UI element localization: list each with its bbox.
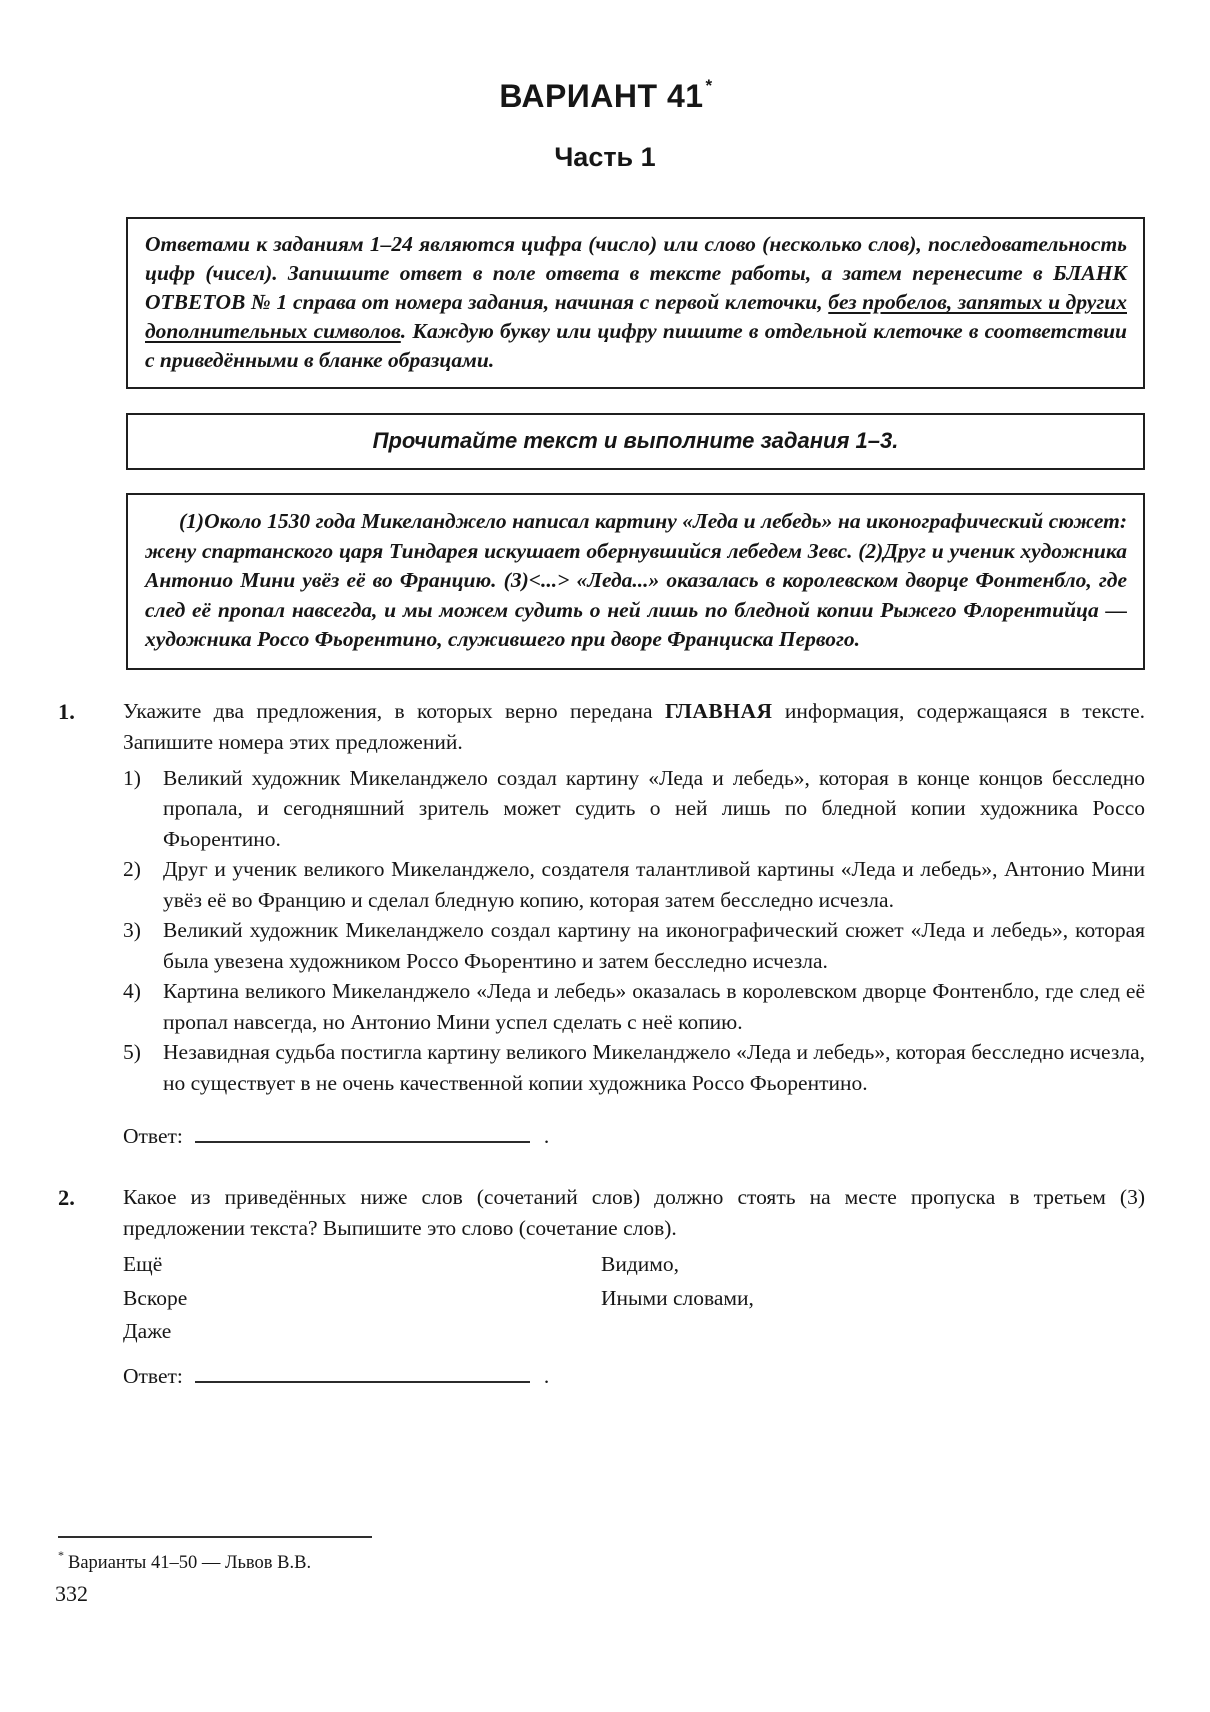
question-1-answer-row bbox=[123, 1121, 1145, 1152]
option-2-text: Друг и ученик великого Микеланджело, создателя талантливой картины «Леда и лебедь», Антонио Мини увёз её во Францию и сделал бледную копию, которая затем бесследно исчезла. bbox=[163, 857, 1145, 912]
option-2 bbox=[123, 854, 1145, 915]
instruction-box bbox=[126, 217, 1145, 389]
question-1-prompt bbox=[123, 696, 1145, 758]
footnote-text: Варианты 41–50 — Львов В.В. bbox=[68, 1553, 312, 1574]
option-1 bbox=[123, 763, 1145, 855]
word-option: Видимо, bbox=[601, 1252, 680, 1276]
task-banner-text: Прочитайте текст и выполните задания 1–3. bbox=[372, 428, 899, 453]
question-2-prompt: Какое из приведённых ниже слов (сочетаний слов) должно стоять на месте пропуска в третьем (3) предложении текста? Выпишите это слово (сочетание слов). bbox=[123, 1185, 1145, 1240]
word-option: Даже bbox=[123, 1319, 172, 1343]
question-2-answer-period: . bbox=[543, 1363, 550, 1388]
instruction-text-start: Ответами к заданиям 1–24 являются цифра (число) или слово (несколько слов), последовательность цифр (чисел). Запишите ответ в поле ответа в тексте работы, а затем перенесите в БЛАНК ОТВЕТОВ № 1 справа от номера задания, начиная с первой клеточки, bbox=[145, 232, 1127, 314]
question-1-answer-label: Ответ: bbox=[123, 1124, 183, 1148]
part-title: Часть 1 bbox=[554, 142, 656, 172]
footnote-marker: * bbox=[58, 1548, 64, 1562]
question-1-prompt-emphasis: ГЛАВНАЯ bbox=[664, 698, 773, 723]
word-option: Ещё bbox=[123, 1252, 163, 1276]
option-4-marker: 4) bbox=[123, 979, 141, 1003]
option-1-marker: 1) bbox=[123, 765, 141, 790]
instruction-text bbox=[145, 230, 1127, 375]
page-number: 332 bbox=[55, 1581, 88, 1606]
option-4-text: Картина великого Микеланджело «Леда и лебедь» оказалась в королевском дворце Фонтенбло, где след её пропал навсегда, но Антонио Мини успел сделать с неё копию. bbox=[163, 979, 1145, 1034]
question-2-word-options bbox=[123, 1248, 1145, 1349]
variant-title-asterisk: * bbox=[705, 76, 713, 96]
question-1-prompt-end: информация, содержащаяся в тексте. Запишите номера этих предложений. bbox=[123, 698, 1146, 754]
task-banner bbox=[126, 413, 1145, 470]
option-5-marker: 5) bbox=[123, 1040, 141, 1064]
word-option: Вскоре bbox=[123, 1285, 188, 1310]
option-3 bbox=[123, 915, 1145, 976]
option-5-text: Незавидная судьба постигла картину великого Микеланджело «Леда и лебедь», которая бесследно исчезла, но существует в не очень качественной копии художника Россо Фьорентино. bbox=[163, 1040, 1145, 1095]
question-1-number: 1. bbox=[58, 698, 75, 724]
word-option: Иными словами, bbox=[601, 1285, 754, 1310]
question-1-body bbox=[123, 696, 1145, 1153]
question-2-answer-label: Ответ: bbox=[123, 1363, 183, 1388]
word-options-left-column bbox=[123, 1248, 601, 1349]
option-3-text: Великий художник Микеланджело создал картину на иконографический сюжет «Леда и лебедь», которая была увезена художником Россо Фьорентино и затем бесследно исчезла. bbox=[163, 918, 1145, 973]
footnote bbox=[58, 1550, 311, 1574]
instruction-text-end: . Каждую букву или цифру пишите в отдельной клеточке в соответствии с приведёнными в бланке образцами. bbox=[145, 319, 1127, 372]
option-4 bbox=[123, 976, 1145, 1037]
variant-title-text: ВАРИАНТ 41 bbox=[499, 78, 704, 114]
option-2-marker: 2) bbox=[123, 857, 141, 881]
question-1 bbox=[58, 696, 1145, 1153]
question-2-answer-blank bbox=[195, 1378, 530, 1383]
option-1-text: Великий художник Микеланджело создал картину «Леда и лебедь», которая в конце концов бесследно пропала, и сегодняшний зритель может судить о ней лишь по бледной копии художника Россо Фьорентино. bbox=[163, 765, 1145, 851]
word-options-right-column bbox=[601, 1248, 1145, 1349]
question-2-answer-row bbox=[123, 1361, 1145, 1392]
question-1-options bbox=[123, 763, 1145, 1099]
question-1-answer-period: . bbox=[543, 1124, 550, 1148]
page-title bbox=[0, 0, 1210, 115]
question-2-body bbox=[123, 1182, 1145, 1392]
question-1-answer-blank bbox=[195, 1138, 530, 1143]
passage-box bbox=[126, 493, 1145, 670]
option-3-marker: 3) bbox=[123, 918, 141, 942]
instruction-text-underlined: без пробелов, запятых и других дополнительных символов bbox=[145, 290, 1127, 343]
option-5 bbox=[123, 1037, 1145, 1098]
question-2 bbox=[58, 1182, 1145, 1392]
passage-text: (1)Около 1530 года Микеланджело написал картину «Леда и лебедь» на иконографический сюжет: жену спартанского царя Тиндарея искушает обернувшийся лебедем Зевс. (2)Друг и ученик художника Антонио Мини увёз её во Францию. (3)<...> «Леда...» оказалась в королевском дворце Фонтенбло, где след её пропал навсегда, и мы можем судить о ней лишь по бледной копии Рыжего Флорентийца — художника Россо Фьорентино, служившего при дворе Франциска Первого. bbox=[145, 509, 1127, 651]
question-2-number: 2. bbox=[58, 1185, 75, 1210]
question-1-prompt-start: Укажите два предложения, в которых верно передана bbox=[123, 698, 665, 723]
footnote-divider bbox=[58, 1536, 372, 1538]
